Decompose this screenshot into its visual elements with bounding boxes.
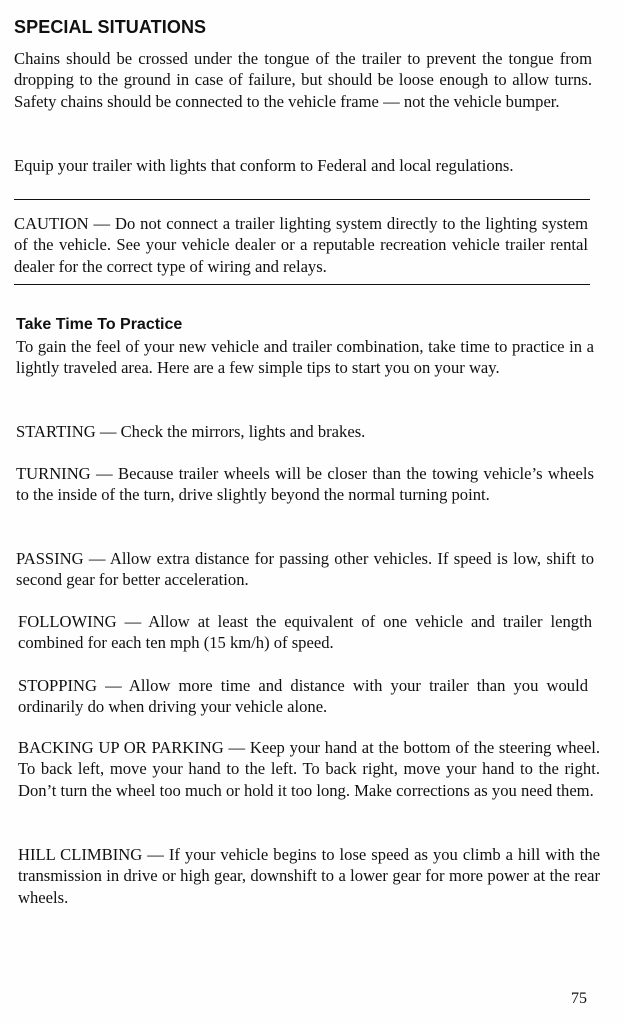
practice-intro: To gain the feel of your new vehicle and trailer combination, take time to practice in a lightly traveled area. Here are a few simple tips to start you on your way.: [16, 337, 594, 378]
tip-stopping: STOPPING — Allow more time and distance with your trailer than you would ordinarily do when driving your vehicle alone.: [18, 676, 588, 717]
tip-turning: TURNING — Because trailer wheels will be closer than the towing vehicle’s wheels to the inside of the turn, drive slightly beyond the normal turning point.: [16, 464, 594, 505]
caution-paragraph: CAUTION — Do not connect a trailer lighting system directly to the lighting system of the vehicle. See your vehicle dealer or a reputable recreation vehicle trailer rental dealer for the correct type of wiring and relays.: [14, 214, 588, 276]
tip-hill-climbing: HILL CLIMBING — If your vehicle begins to lose speed as you climb a hill with the transmission in drive or high gear, downshift to a lower gear for more power at the rear wheels.: [18, 845, 600, 907]
page-number: 75: [571, 990, 587, 1007]
caution-rule-bottom: [14, 284, 590, 285]
section-heading: SPECIAL SITUATIONS: [14, 17, 207, 37]
tip-starting: STARTING — Check the mirrors, lights and brakes.: [16, 422, 366, 441]
practice-heading: Take Time To Practice: [16, 316, 183, 333]
tip-passing: PASSING — Allow extra distance for passing other vehicles. If speed is low, shift to second gear for better acceleration.: [16, 549, 594, 590]
lights-paragraph: Equip your trailer with lights that conform to Federal and local regulations.: [14, 156, 514, 175]
tip-following: FOLLOWING — Allow at least the equivalent of one vehicle and trailer length combined for each ten mph (15 km/h) of speed.: [18, 612, 592, 653]
tip-backing-up: BACKING UP OR PARKING — Keep your hand at the bottom of the steering wheel. To back left, move your hand to the left. To back right, move your hand to the right. Don’t turn the wheel too much or hold it too long. Make corrections as you need them.: [18, 738, 600, 800]
chains-paragraph: Chains should be crossed under the tongue of the trailer to prevent the tongue from dropping to the ground in case of failure, but should be loose enough to allow turns. Safety chains should be connected to the vehicle frame — not the vehicle bumper.: [14, 49, 592, 111]
caution-rule-top: [14, 199, 590, 200]
